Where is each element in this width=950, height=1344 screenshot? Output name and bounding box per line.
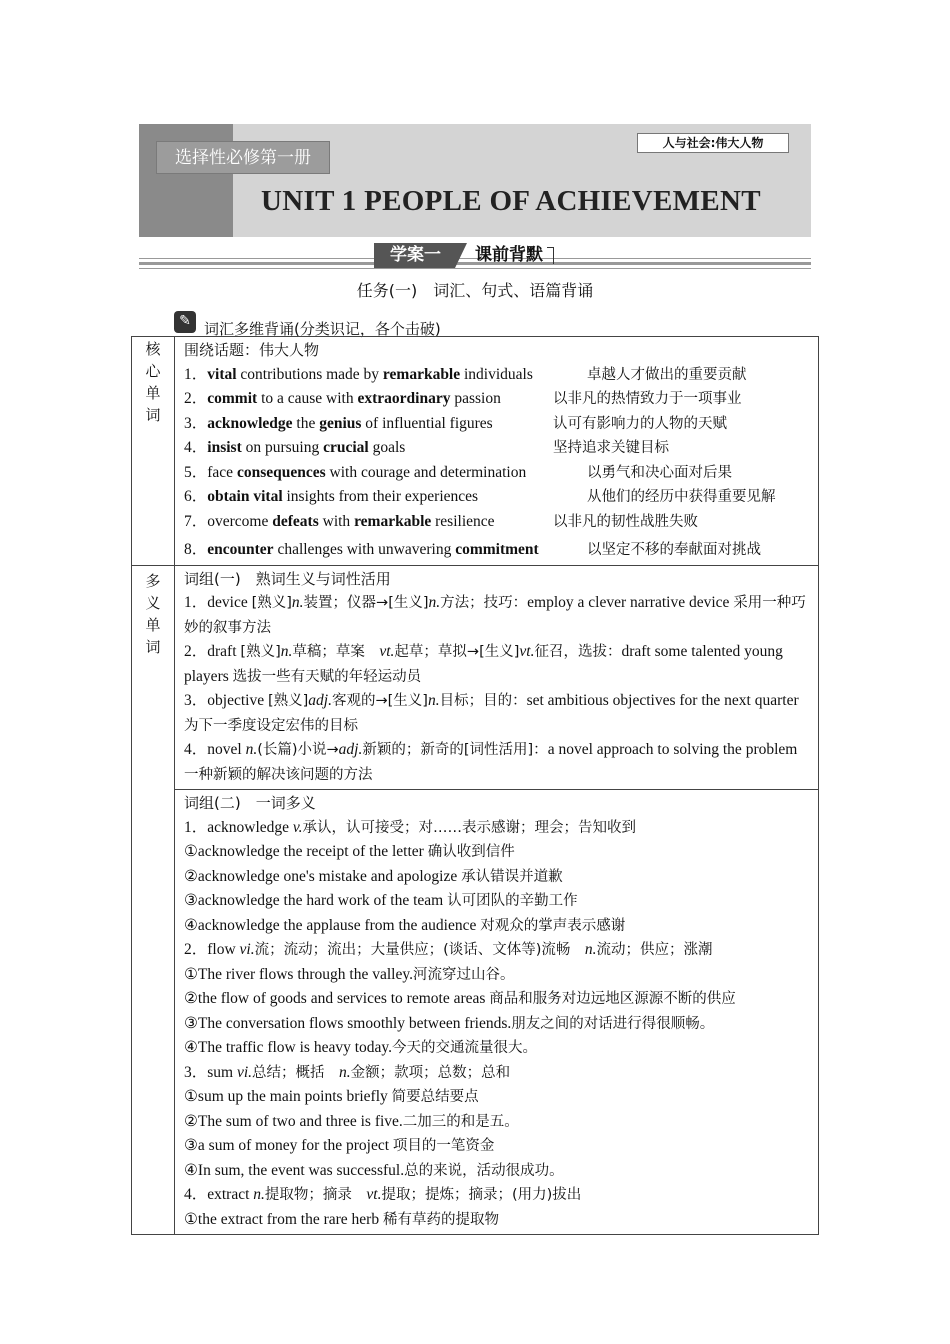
multi-side-label bbox=[132, 565, 175, 1235]
example-mark: ① bbox=[184, 1088, 198, 1105]
core-word-row bbox=[184, 436, 812, 461]
group1-entry bbox=[184, 689, 812, 738]
part-of-speech: vi. bbox=[239, 941, 255, 958]
core-topic: 围绕话题：伟大人物 bbox=[184, 341, 320, 359]
part-of-speech: adj. bbox=[338, 741, 363, 758]
meaning: 方法；技巧： bbox=[440, 595, 528, 611]
phrase-text: on pursuing bbox=[241, 439, 324, 456]
example-en: the flow of goods and services to remote areas bbox=[197, 990, 490, 1007]
vocab-heading-text: 词汇多维背诵(分类识记，各个击破) bbox=[204, 320, 441, 338]
unit-banner bbox=[139, 124, 811, 237]
task-title: 任务(一) 词汇、句式、语篇背诵 bbox=[356, 281, 594, 300]
meaning: 流动；供应；涨潮 bbox=[596, 942, 713, 958]
core-word-row bbox=[184, 363, 812, 388]
item-number: 1． bbox=[184, 365, 208, 383]
group2-header: 词组(二) 一词多义 bbox=[184, 794, 316, 812]
part-of-speech: adj. bbox=[308, 692, 332, 709]
example-zh: 一种新颖的解决该问题的方法 bbox=[184, 766, 373, 783]
example-zh: 稀有草药的提取物 bbox=[382, 1211, 499, 1228]
part-of-speech: vt. bbox=[379, 643, 395, 660]
example-mark: ① bbox=[184, 843, 198, 860]
chinese-meaning: 以非凡的热情致力于一项事业 bbox=[553, 391, 742, 407]
item-number: 3． bbox=[184, 414, 208, 432]
item-number: 4． bbox=[184, 439, 208, 456]
part-of-speech: n. bbox=[428, 594, 441, 611]
example-zh: 二加三的和是五。 bbox=[402, 1113, 519, 1130]
core-word-row bbox=[184, 387, 812, 412]
item-number: 2． bbox=[184, 390, 208, 407]
example-line bbox=[184, 1134, 812, 1159]
meaning: 总结；概括 bbox=[252, 1064, 340, 1081]
memory-icon: ✎ bbox=[174, 311, 196, 333]
keyword: remarkable bbox=[382, 365, 461, 383]
example-zh: 承认错误并道歉 bbox=[461, 868, 563, 885]
item-number: 3． bbox=[184, 692, 208, 709]
headword: 1．acknowledge bbox=[184, 818, 293, 836]
meaning: 起草；草拟→ bbox=[394, 644, 480, 660]
side-char: 词 bbox=[145, 406, 161, 424]
chinese-meaning: 从他们的经历中获得重要见解 bbox=[587, 489, 776, 505]
phrase-text: contributions made by bbox=[236, 365, 383, 383]
keyword: obtain vital bbox=[207, 488, 283, 505]
theme-label: 人与社会:伟大人物 bbox=[637, 133, 789, 153]
phrase-text: resilience bbox=[431, 512, 495, 530]
part-of-speech: n. bbox=[253, 1186, 265, 1203]
example-zh: 总的来说，活动很成功。 bbox=[404, 1162, 564, 1179]
item-number: 7． bbox=[184, 512, 208, 530]
keyword: commitment bbox=[455, 541, 539, 558]
example-en: acknowledge one's mistake and apologize bbox=[197, 867, 462, 885]
vocab-heading bbox=[174, 304, 441, 339]
chinese-meaning: 坚持追求关键目标 bbox=[553, 440, 669, 456]
item-number: 1． bbox=[184, 594, 208, 611]
group1-entry bbox=[184, 738, 812, 787]
side-char: 单 bbox=[145, 384, 161, 402]
bracket-mark bbox=[547, 247, 554, 264]
meaning: 征召，选拔： bbox=[534, 644, 622, 660]
item-number: 8． bbox=[184, 541, 208, 558]
part-of-speech: n. bbox=[291, 594, 304, 611]
example-line bbox=[184, 963, 812, 988]
chinese-meaning: 以勇气和决心面对后果 bbox=[587, 464, 732, 481]
divider bbox=[139, 268, 811, 269]
headword: draft bbox=[207, 643, 241, 660]
phrase-text: individuals bbox=[460, 365, 533, 383]
example-zh: 河流穿过山谷。 bbox=[412, 966, 515, 983]
example-line bbox=[184, 914, 812, 939]
example-en: a sum of money for the project bbox=[197, 1137, 393, 1154]
headword: 2．flow bbox=[184, 941, 240, 958]
example-line bbox=[184, 987, 812, 1012]
keyword: vital bbox=[207, 365, 237, 383]
section-tab-subtitle: 课前背默 bbox=[475, 245, 543, 265]
phrase-text: passion bbox=[450, 390, 501, 407]
example-line bbox=[184, 1208, 812, 1233]
item-number: 6． bbox=[184, 488, 208, 505]
part-of-speech: vt. bbox=[519, 643, 535, 660]
keyword: crucial bbox=[323, 439, 369, 456]
sense-tag: [熟义] bbox=[240, 644, 281, 660]
example-line bbox=[184, 840, 812, 865]
core-word-row bbox=[184, 538, 812, 563]
example-zh: 对观众的掌声表示感谢 bbox=[480, 917, 626, 934]
example-en: acknowledge the receipt of the letter bbox=[197, 843, 428, 860]
group2-list bbox=[184, 816, 812, 1233]
group2-row bbox=[132, 790, 819, 1235]
example-mark: ④ bbox=[184, 916, 198, 934]
example-en: In sum, the event was successful. bbox=[197, 1161, 405, 1179]
sense-tag: [生义] bbox=[479, 644, 520, 660]
group2-entry-head bbox=[184, 938, 812, 963]
section-tab bbox=[374, 243, 554, 268]
phrase-text: insights from their experiences bbox=[282, 488, 479, 505]
keyword: acknowledge bbox=[207, 414, 293, 432]
chinese-meaning: 卓越人才做出的重要贡献 bbox=[587, 366, 747, 383]
side-char: 多 bbox=[145, 571, 161, 590]
meaning: 草稿；草案 bbox=[292, 644, 380, 660]
group1-list bbox=[184, 591, 812, 787]
meaning: 新颖的；新奇的[词性活用]： bbox=[362, 742, 548, 758]
phrase-text: the bbox=[292, 414, 320, 432]
group1-header: 词组(一) 熟词生义与词性活用 bbox=[184, 569, 391, 588]
side-char: 词 bbox=[145, 637, 161, 656]
example-en: The sum of two and three is five. bbox=[197, 1112, 403, 1130]
phrase-text: face bbox=[207, 463, 237, 481]
part-of-speech: n. bbox=[339, 1063, 351, 1081]
sense-tag: [熟义] bbox=[251, 595, 292, 611]
example-zh: 选拔一些有天赋的年轻运动员 bbox=[232, 668, 422, 685]
example-en: The conversation flows smoothly between friends. bbox=[197, 1014, 512, 1032]
headword: 3．sum bbox=[184, 1063, 237, 1081]
phrase-text: goals bbox=[368, 439, 406, 456]
example-zh: 今天的交通流量很大。 bbox=[392, 1040, 538, 1056]
meaning: 提取；提炼；摘录；(用力)拔出 bbox=[381, 1187, 582, 1203]
keyword: consequences bbox=[236, 463, 326, 481]
part-of-speech: n. bbox=[245, 741, 258, 758]
phrase-text: with bbox=[318, 512, 355, 530]
example-mark: ① bbox=[184, 965, 198, 983]
keyword: insist bbox=[207, 439, 242, 456]
part-of-speech: v. bbox=[292, 818, 303, 836]
meaning: 承认，认可接受；对……表示感谢；理会；告知收到 bbox=[302, 819, 637, 836]
example-en: acknowledge the hard work of the team bbox=[197, 892, 448, 909]
book-label: 选择性必修第一册 bbox=[156, 141, 330, 174]
keyword: extraordinary bbox=[357, 390, 451, 407]
meaning: 客观的→ bbox=[331, 693, 388, 709]
group2-content bbox=[175, 790, 819, 1235]
example-en: acknowledge the applause from the audience bbox=[197, 916, 481, 934]
core-list bbox=[184, 363, 812, 563]
core-word-row bbox=[184, 485, 812, 510]
core-word-row bbox=[184, 412, 812, 437]
core-content bbox=[175, 337, 819, 566]
item-number: 5． bbox=[184, 463, 208, 481]
meaning: 流；流动；流出；大量供应；(谈话、文体等)流畅 bbox=[254, 942, 585, 958]
group1-entry bbox=[184, 591, 812, 640]
meaning: 提取物；摘录 bbox=[264, 1187, 367, 1203]
core-section bbox=[132, 337, 819, 566]
headword: objective bbox=[207, 692, 268, 709]
unit-title: UNIT 1 PEOPLE OF ACHIEVEMENT bbox=[261, 185, 761, 217]
phrase-text: of influential figures bbox=[361, 414, 493, 432]
example-en: employ a clever narrative device bbox=[527, 594, 734, 611]
group2-entry-head bbox=[184, 1183, 812, 1208]
example-mark: ④ bbox=[184, 1161, 198, 1179]
vocab-table bbox=[131, 336, 819, 1235]
phrase-text: with courage and determination bbox=[325, 463, 527, 481]
example-zh: 商品和服务对边远地区源源不断的供应 bbox=[489, 991, 736, 1007]
example-zh: 采用一种巧妙的叙事方法 bbox=[184, 595, 806, 636]
example-en: The river flows through the valley. bbox=[197, 965, 413, 983]
multi-section bbox=[132, 565, 819, 790]
example-mark: ③ bbox=[184, 1137, 198, 1154]
sense-tag: [熟义] bbox=[267, 693, 309, 709]
phrase-text: to a cause with bbox=[257, 390, 358, 407]
example-en: draft some talented young players bbox=[184, 643, 783, 685]
side-char: 义 bbox=[145, 593, 161, 612]
phrase-text: challenges with unwavering bbox=[273, 541, 456, 558]
meaning: (长篇)小说→ bbox=[257, 742, 339, 758]
example-zh: 为下一季度设定宏伟的目标 bbox=[184, 717, 358, 734]
side-char: 单 bbox=[145, 615, 161, 634]
example-zh: 朋友之间的对话进行得很顺畅。 bbox=[511, 1015, 715, 1032]
example-line bbox=[184, 1110, 812, 1135]
example-en: sum up the main points briefly bbox=[197, 1088, 392, 1105]
example-en: the extract from the rare herb bbox=[197, 1210, 383, 1228]
group2-entry-head bbox=[184, 1061, 812, 1086]
example-mark: ② bbox=[184, 1112, 198, 1130]
example-mark: ② bbox=[184, 990, 198, 1007]
example-zh: 确认收到信件 bbox=[427, 844, 515, 860]
keyword: genius bbox=[319, 414, 362, 432]
part-of-speech: vt. bbox=[366, 1186, 382, 1203]
headword: device bbox=[207, 594, 252, 611]
example-line bbox=[184, 1085, 812, 1110]
meaning: 目标；目的： bbox=[439, 693, 527, 709]
chinese-meaning: 以坚定不移的奉献面对挑战 bbox=[587, 542, 761, 558]
group1-entry bbox=[184, 640, 812, 689]
example-mark: ① bbox=[184, 1210, 198, 1228]
meaning: 装置；仪器→ bbox=[303, 595, 389, 611]
keyword: commit bbox=[207, 390, 258, 407]
core-word-row bbox=[184, 510, 812, 535]
example-line bbox=[184, 1012, 812, 1037]
sense-tag: [生义] bbox=[387, 693, 428, 709]
example-en: The traffic flow is heavy today. bbox=[197, 1039, 393, 1056]
headword: novel bbox=[207, 741, 246, 758]
side-char: 核 bbox=[145, 340, 161, 358]
part-of-speech: n. bbox=[427, 692, 440, 709]
core-word-row bbox=[184, 461, 812, 486]
example-en: a novel approach to solving the problem bbox=[547, 741, 798, 758]
example-line bbox=[184, 889, 812, 914]
headword: 4．extract bbox=[184, 1186, 254, 1203]
chinese-meaning: 以非凡的韧性战胜失败 bbox=[553, 513, 698, 530]
item-number: 4． bbox=[184, 741, 208, 758]
example-mark: ④ bbox=[184, 1039, 198, 1056]
example-mark: ② bbox=[184, 867, 198, 885]
section-tab-label: 学案一 bbox=[374, 243, 455, 268]
example-line bbox=[184, 1159, 812, 1184]
example-en: set ambitious objectives for the next quarter bbox=[526, 692, 799, 709]
sense-tag: [生义] bbox=[388, 595, 429, 611]
example-zh: 简要总结要点 bbox=[391, 1089, 479, 1105]
example-zh: 项目的一笔资金 bbox=[392, 1138, 495, 1154]
example-line bbox=[184, 865, 812, 890]
example-zh: 认可团队的辛勤工作 bbox=[447, 893, 578, 909]
example-line bbox=[184, 1036, 812, 1061]
keyword: defeats bbox=[272, 512, 319, 530]
chinese-meaning: 认可有影响力的人物的天赋 bbox=[553, 415, 727, 432]
item-number: 2． bbox=[184, 643, 208, 660]
example-mark: ③ bbox=[184, 1014, 198, 1032]
part-of-speech: vi. bbox=[236, 1063, 253, 1081]
part-of-speech: n. bbox=[280, 643, 293, 660]
side-char: 心 bbox=[145, 362, 161, 380]
example-mark: ③ bbox=[184, 892, 198, 909]
group2-entry-head bbox=[184, 816, 812, 841]
part-of-speech: n. bbox=[584, 941, 597, 958]
core-side-label bbox=[132, 337, 175, 566]
group1-content bbox=[175, 565, 819, 790]
keyword: encounter bbox=[207, 541, 274, 558]
keyword: remarkable bbox=[354, 512, 432, 530]
meaning: 金额；款项；总数；总和 bbox=[350, 1064, 511, 1081]
phrase-text: overcome bbox=[207, 512, 273, 530]
